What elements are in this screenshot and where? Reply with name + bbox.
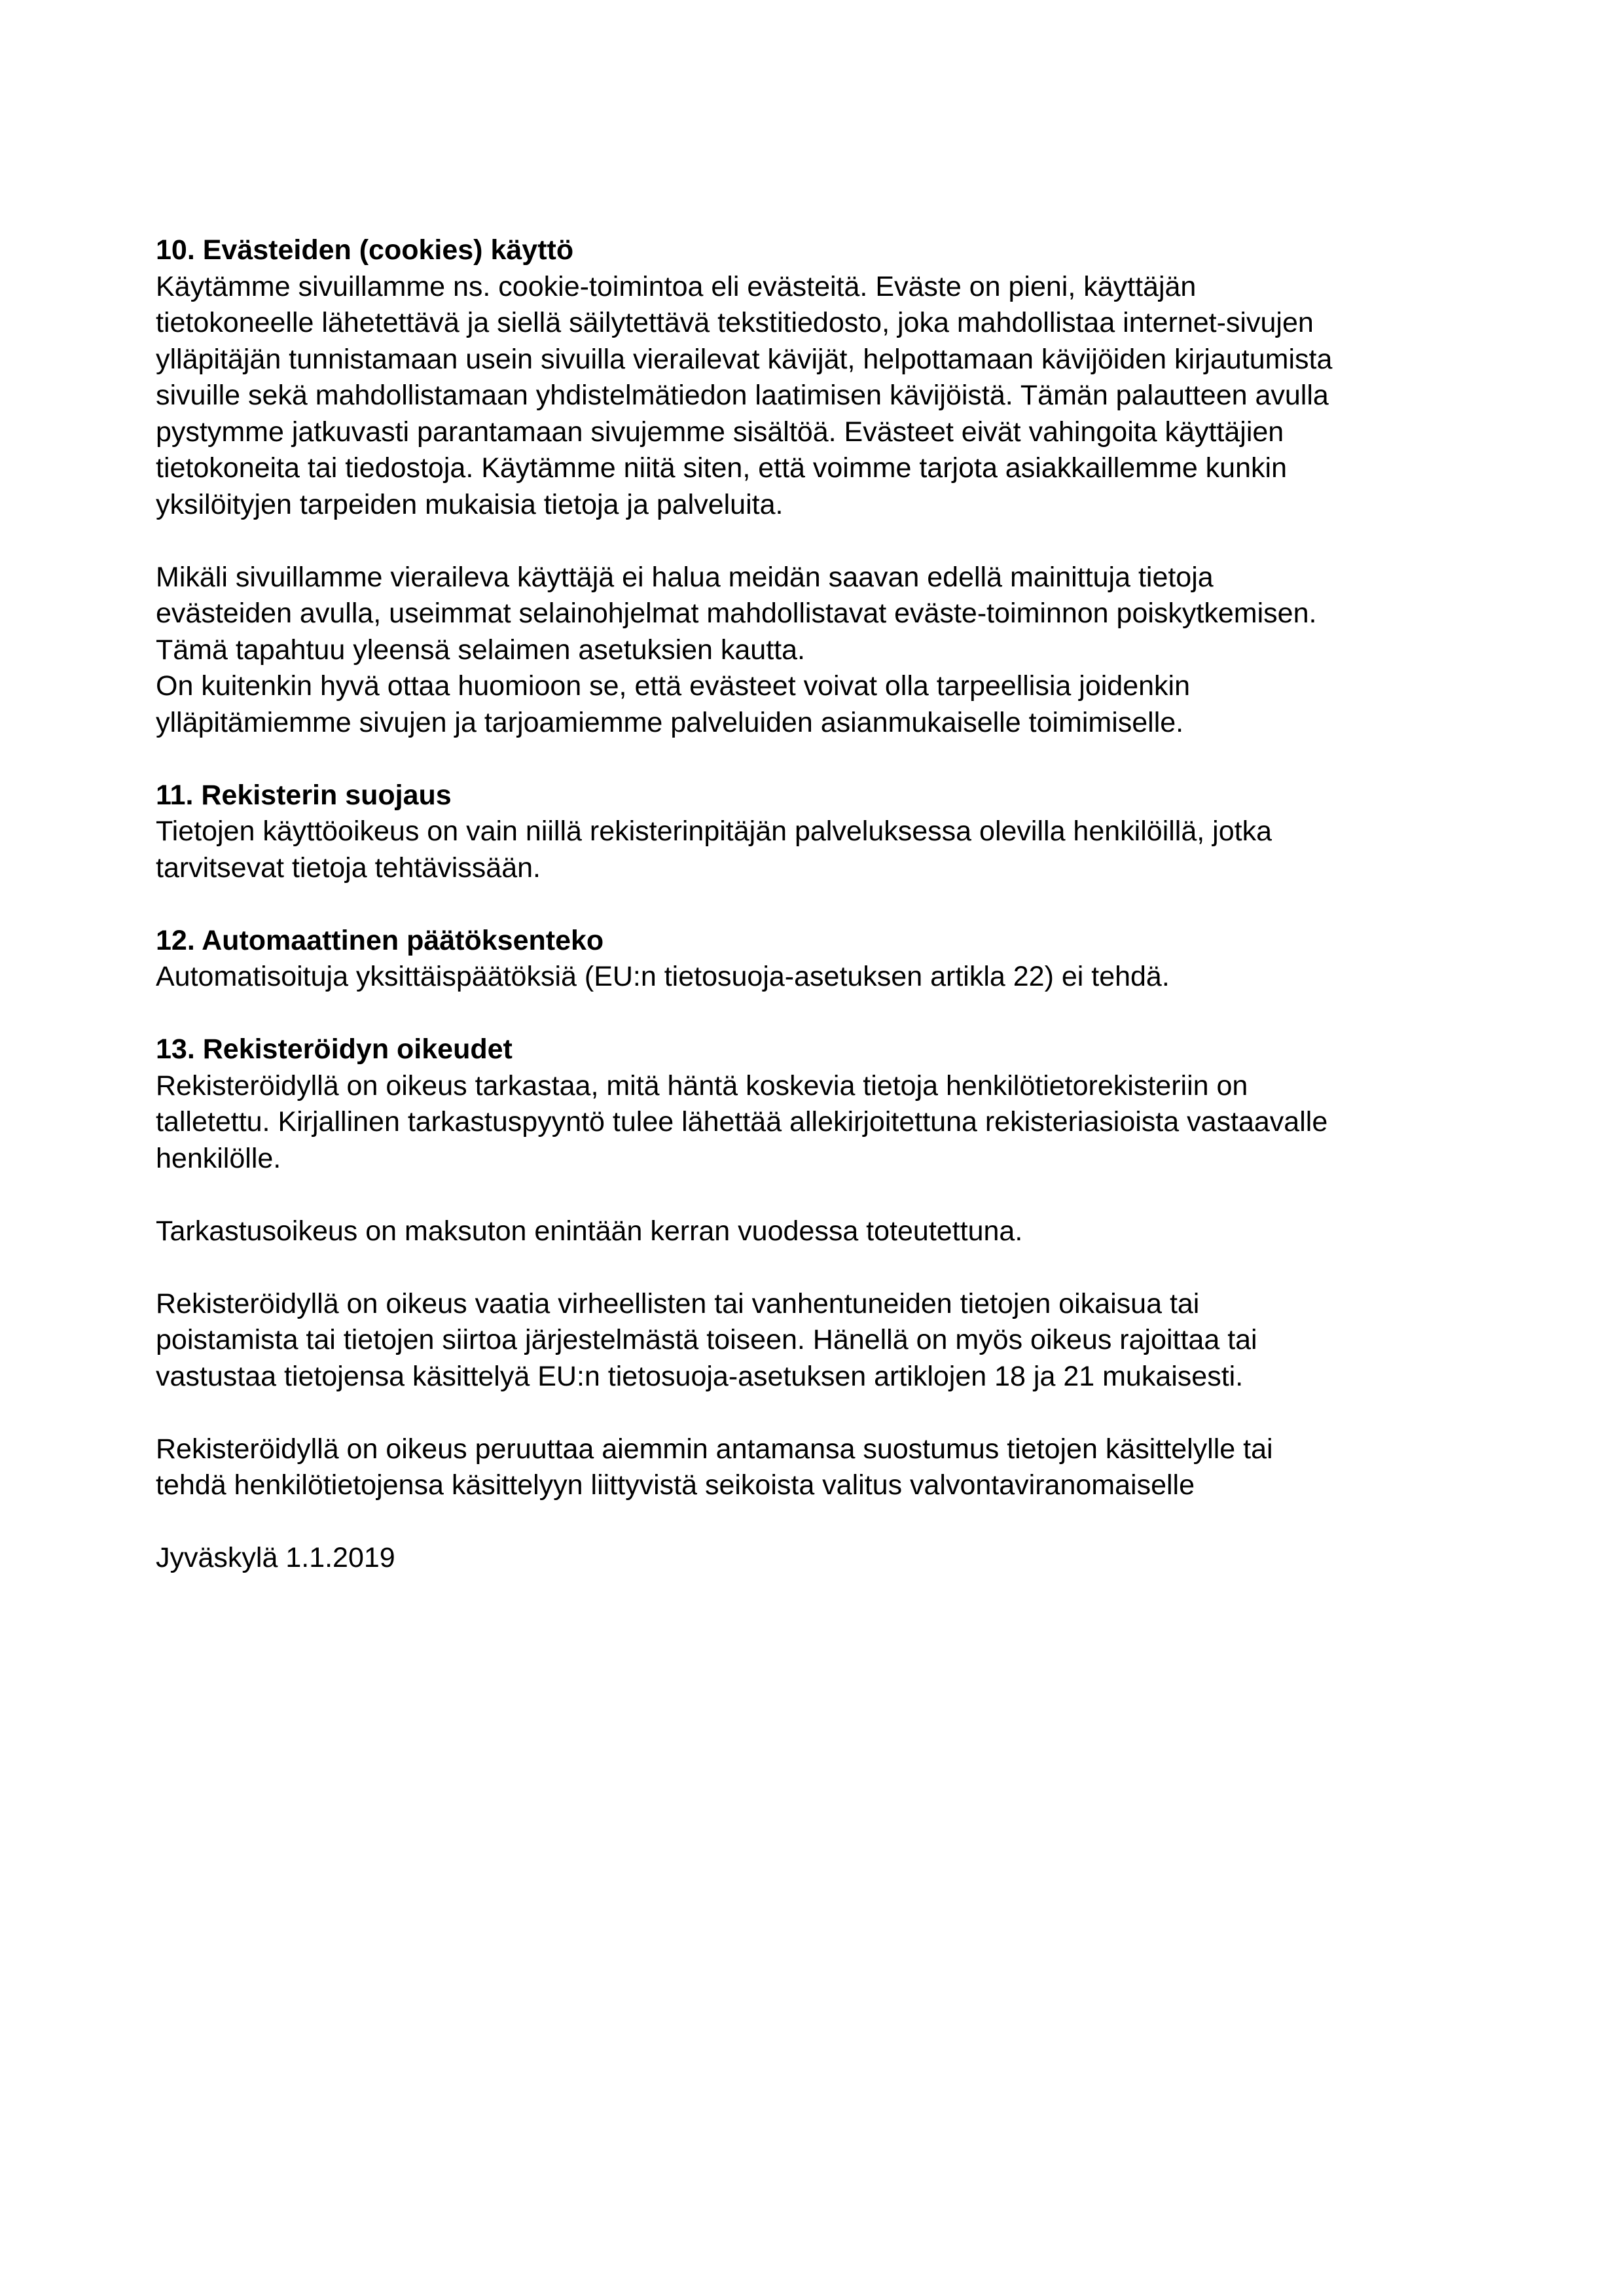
section-register-security	[156, 778, 1491, 887]
section-paragraph: Käytämme sivuillamme ns. cookie-toimintoa eli evästeitä. Eväste on pieni, käyttäjän tietokoneelle lähetettävä ja siellä säilytettävä tekstitiedosto, joka mahdollistaa internet-sivujen ylläpitäjän tunnistamaan usein sivuilla vierailevat kävijät, helpottamaan kävijöiden kirjautumista sivuille sekä mahdollistamaan yhdistelmätiedon laatimisen kävijöistä. Tämän palautteen avulla pystymme jatkuvasti parantamaan sivujemme sisältöä. Evästeet eivät vahingoita käyttäjien tietokoneita tai tiedostoja. Käytämme niitä siten, että voimme tarjota asiakkaillemme kunkin yksilöityjen tarpeiden mukaisia tietoja ja palveluita.	[156, 270, 1333, 520]
section-heading: 11. Rekisterin suojaus	[156, 779, 452, 811]
section-paragraph: Rekisteröidyllä on oikeus vaatia virheellisten tai vanhentuneiden tietojen oikaisua tai poistamista tai tietojen siirtoa järjestelmästä toiseen. Hänellä on myös oikeus rajoittaa tai vastustaa tietojensa käsittelyä EU:n tietosuoja-asetuksen artiklojen 18 ja 21 mukaisesti.	[156, 1287, 1257, 1392]
section-heading: 10. Evästeiden (cookies) käyttö	[156, 234, 574, 266]
section-paragraph: Tarkastusoikeus on maksuton enintään kerran vuodessa toteutettuna.	[156, 1215, 1023, 1247]
signature-block	[156, 1540, 1491, 1577]
document-body	[156, 232, 1491, 1577]
section-paragraph: Mikäli sivuillamme vieraileva käyttäjä ei halua meidän saavan edellä mainittuja tietoja evästeiden avulla, useimmat selainohjelmat mahdollistavat eväste-toiminnon poiskytkemisen. Tämä tapahtuu yleensä selaimen asetuksien kautta.	[156, 561, 1317, 666]
section-paragraph: Rekisteröidyllä on oikeus peruuttaa aiemmin antamansa suostumus tietojen käsittelylle tai tehdä henkilötietojensa käsittelyyn liittyvistä seikoista valitus valvontaviranomaiselle	[156, 1433, 1273, 1501]
section-paragraph: On kuitenkin hyvä ottaa huomioon se, että evästeet voivat olla tarpeellisia joidenkin ylläpitämiemme sivujen ja tarjoamiemme palveluiden asianmukaiselle toimimiselle.	[156, 670, 1190, 738]
place-date: Jyväskylä 1.1.2019	[156, 1542, 395, 1573]
section-paragraph: Automatisoituja yksittäispäätöksiä (EU:n tietosuoja-asetuksen artikla 22) ei tehdä.	[156, 961, 1170, 992]
section-heading: 13. Rekisteröidyn oikeudet	[156, 1033, 513, 1065]
section-data-subject-rights	[156, 1031, 1491, 1504]
section-heading: 12. Automaattinen päätöksenteko	[156, 924, 604, 956]
section-cookies	[156, 232, 1491, 741]
section-automated-decisions	[156, 923, 1491, 996]
section-paragraph: Rekisteröidyllä on oikeus tarkastaa, mitä häntä koskevia tietoja henkilötietorekisteriin on talletettu. Kirjallinen tarkastuspyyntö tulee lähettää allekirjoitettuna rekisteriasioista vastaavalle henkilölle.	[156, 1069, 1328, 1174]
section-paragraph: Tietojen käyttöoikeus on vain niillä rekisterinpitäjän palveluksessa olevilla henkilöillä, jotka tarvitsevat tietoja tehtävissään.	[156, 816, 1272, 884]
